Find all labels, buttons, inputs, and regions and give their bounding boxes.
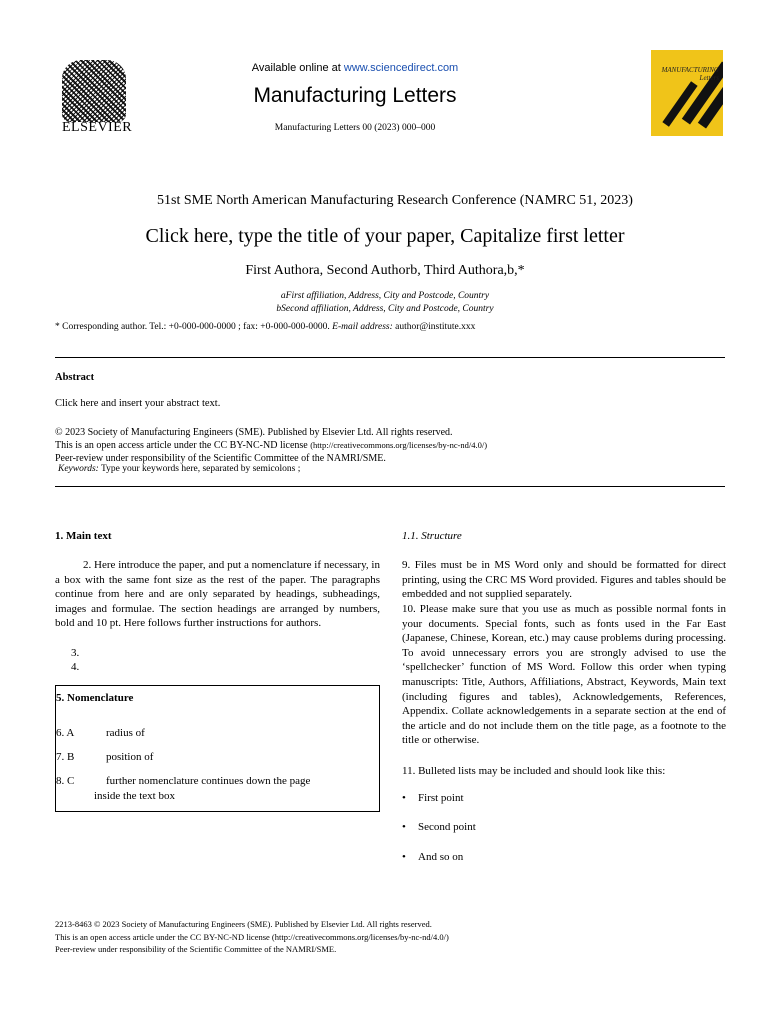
bullet-text: Second point (418, 821, 476, 833)
affiliation-1: aFirst affiliation, Address, City and Postcode, Country (280, 291, 490, 301)
corresponding-text: * Corresponding author. Tel.: +0-000-000-0000 ; fax: +0-000-000-0000. (55, 322, 330, 332)
license-url: (http://creativecommons.org/licenses/by-nc-nd/4.0/) (310, 440, 488, 450)
footer-peer-review: Peer-review under responsibility of the Scientific Committee of the NAMRI/SME. (55, 944, 337, 954)
list-item-4: 4. (71, 661, 80, 673)
nomenclature-num: 6. A (56, 727, 75, 739)
bullet-dot: • (402, 792, 406, 804)
page-footer (55, 918, 449, 956)
bullet-item (402, 851, 463, 863)
journal-cover-image (651, 50, 723, 136)
paragraph-11: 11. Bulleted lists may be included and should look like this: (402, 765, 666, 777)
available-online (0, 62, 710, 74)
journal-title: Manufacturing Letters (253, 84, 457, 107)
journal-reference: Manufacturing Letters 00 (2023) 000–000 (274, 123, 436, 133)
nomenclature-desc: radius of (106, 727, 145, 739)
structure-heading: 1.1. Structure (402, 530, 462, 542)
keywords-label: Keywords: (58, 464, 99, 474)
open-access-text: This is an open access article under the CC BY-NC-ND license (55, 440, 308, 451)
abstract-top-rule (55, 357, 725, 358)
email-address: author@institute.xxx (395, 322, 476, 332)
footer-copyright: 2213-8463 © 2023 Society of Manufacturing Engineers (SME). Published by Elsevier Ltd. All rights reserved. (55, 919, 432, 929)
nomenclature-heading: 5. Nomenclature (56, 692, 134, 704)
bullet-dot: • (402, 851, 406, 863)
nomenclature-desc: position of (106, 751, 154, 763)
bullet-text: And so on (418, 851, 464, 863)
paper-title: Click here, type the title of your paper, Capitalize first letter (145, 225, 625, 247)
abstract-peer-review: Peer-review under responsibility of the Scientific Committee of the NAMRI/SME. (55, 453, 386, 464)
paragraph-9: 9. Files must be in MS Word only and should be formatted for direct printing, using the CRC MS Word provided. Figures and tables should be embedded and not supplied separately. (402, 559, 726, 601)
list-item-3: 3. (71, 647, 80, 659)
abstract-heading: Abstract (55, 372, 95, 383)
main-text-heading: 1. Main text (55, 530, 112, 542)
abstract-license-block (55, 426, 735, 465)
main-text-paragraph: 2. Here introduce the paper, and put a nomenclature if necessary, in a box with the same font size as the rest of the paper. The paragraphs continue from here and are only separated by headings, subheadings, images and formulae. The section headings are arranged by numbers, bold and 10 pt. Here follows further instructions for authors. (55, 559, 380, 630)
nomenclature-desc-cont: inside the text box (94, 790, 175, 802)
bullet-item (402, 792, 464, 804)
cover-text: MANUFACTURING Letters (661, 66, 719, 82)
affiliation-2: bSecond affiliation, Address, City and Postcode, Country (276, 304, 494, 314)
paragraph-10: 10. Please make sure that you use as much as possible normal fonts in your documents. Special fonts, such as fonts used in the Far East (Japanese, Chinese, Korean, etc.) may cause problems during processing. To avoid unnecessary errors you are strongly advised to use the ‘spellchecker’ function of MS Word. Follow this order when typing manuscripts: Title, Authors, Affiliations, Abstract, Keywords, Main text (including figures and tables), Acknowledgements, References, Appendix. Collate acknowledgements in a separate section at the end of the article and do not include them on the title page, as a footnote to the title or otherwise. (402, 603, 726, 747)
available-prefix: Available online at (251, 62, 341, 74)
nomenclature-num: 7. B (56, 751, 75, 763)
corresponding-author (55, 322, 475, 332)
nomenclature-desc: further nomenclature continues down the page (106, 775, 311, 787)
bullet-dot: • (402, 821, 406, 833)
abstract-copyright: © 2023 Society of Manufacturing Engineers (SME). Published by Elsevier Ltd. All rights reserved. (55, 427, 453, 438)
elsevier-logo-text: ELSEVIER (62, 120, 133, 135)
sciencedirect-link[interactable]: www.sciencedirect.com (343, 62, 459, 74)
author-list: First Authora, Second Authorb, Third Authora,b,* (245, 263, 525, 278)
conference-name: 51st SME North American Manufacturing Research Conference (NAMRC 51, 2023) (157, 193, 633, 208)
abstract-body: Click here and insert your abstract text. (55, 398, 221, 409)
nomenclature-box (55, 685, 380, 812)
abstract-bottom-rule (55, 486, 725, 487)
bullet-text: First point (418, 792, 464, 804)
footer-open-access: This is an open access article under the CC BY-NC-ND license (http://creativecommons.org/licenses/by-nc-nd/4.0/) (55, 931, 449, 942)
keywords-text: Type your keywords here, separated by semicolons ; (101, 464, 301, 474)
abstract-open-access (55, 439, 735, 452)
email-label: E-mail address: (332, 322, 393, 332)
bullet-item (402, 821, 476, 833)
keywords (58, 464, 300, 474)
nomenclature-num: 8. C (56, 775, 75, 787)
